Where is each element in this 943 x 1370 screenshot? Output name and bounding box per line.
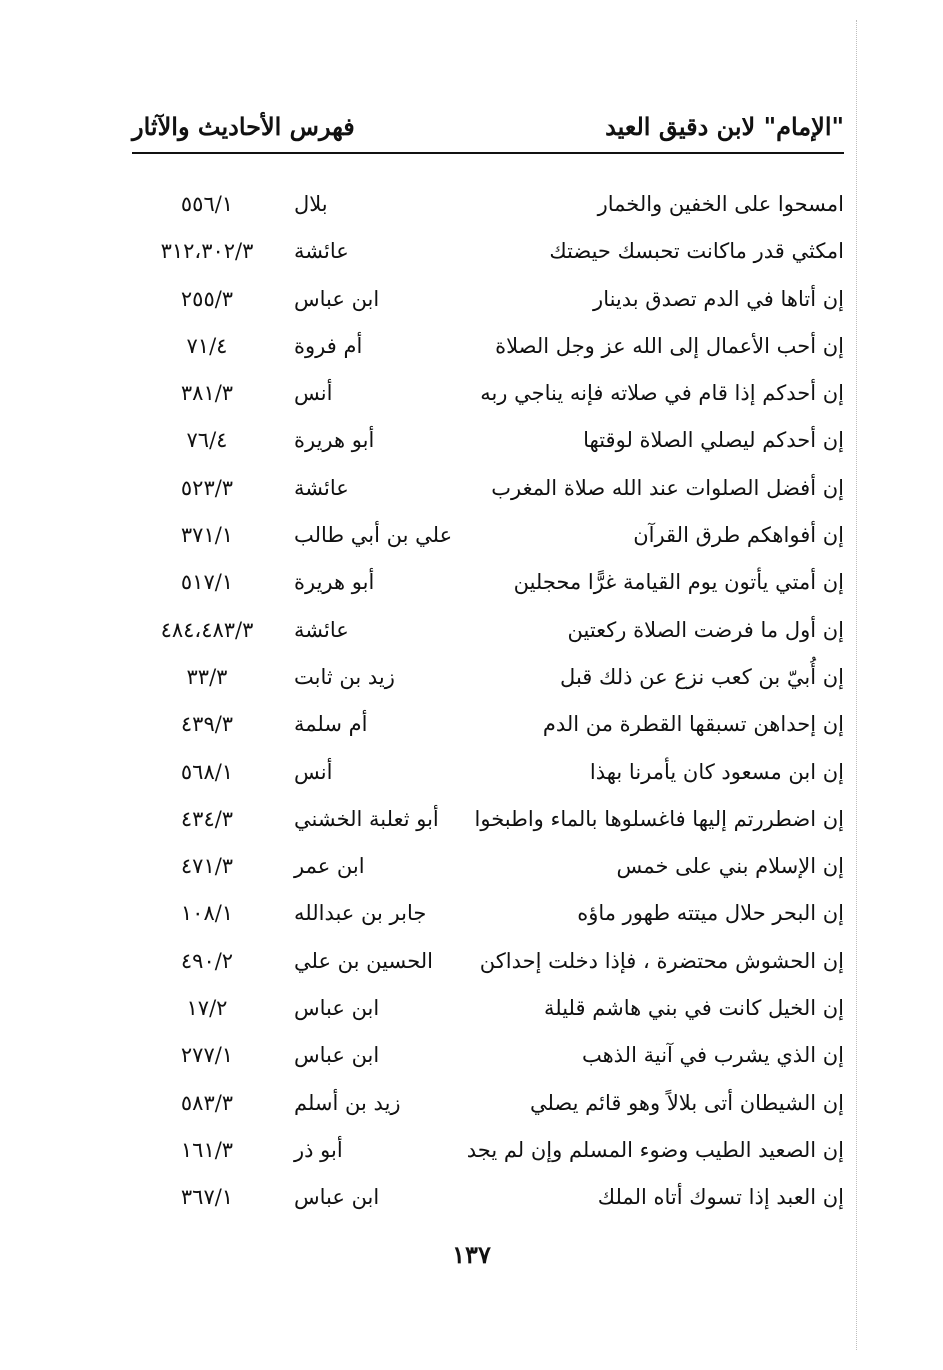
volume-page-ref: ٥١٧/١ — [180, 570, 234, 595]
volume-page-ref: ٥٦٨/١ — [180, 759, 234, 784]
book-title: "الإمام" لابن دقيق العيد — [605, 112, 844, 141]
narrator: الحسين بن علي — [294, 948, 434, 973]
narrator: عائشة — [294, 239, 349, 264]
narrator: أبو هريرة — [294, 428, 375, 453]
hadith-text: إن أحدكم ليصلي الصلاة لوقتها — [583, 428, 844, 453]
narrator: ابن عباس — [294, 286, 380, 311]
index-row — [132, 988, 844, 1035]
volume-page-ref: ٣٨١/٣ — [180, 381, 234, 406]
narrator: أم سلمة — [294, 712, 368, 737]
index-row — [132, 562, 844, 609]
index-row — [132, 1130, 844, 1177]
volume-page-ref: ٣٧١/١ — [180, 523, 234, 548]
hadith-text: إن إحداهن تسبقها القطرة من الدم — [542, 712, 844, 737]
narrator: أبو هريرة — [294, 570, 375, 595]
volume-page-ref: ١٧/٢ — [186, 996, 228, 1021]
index-row — [132, 893, 844, 940]
narrator: ابن عمر — [294, 854, 365, 879]
volume-page-ref: ٤٣٤/٣ — [180, 806, 234, 831]
hadith-text: إن البحر حلال ميتته طهور ماؤه — [577, 901, 844, 926]
hadith-text: إن الذي يشرب في آنية الذهب — [581, 1043, 844, 1068]
volume-page-ref: ٣١٢،٣٠٢/٣ — [160, 239, 254, 264]
narrator: علي بن أبي طالب — [294, 523, 453, 548]
hadith-index-list — [132, 184, 844, 1225]
index-row — [132, 279, 844, 326]
narrator: ابن عباس — [294, 996, 380, 1021]
hadith-text: إن الشيطان أتى بلالاً وهو قائم يصلي — [529, 1090, 844, 1115]
index-row — [132, 657, 844, 704]
index-row — [132, 752, 844, 799]
hadith-text: إن أفواهكم طرق القرآن — [633, 523, 844, 548]
narrator: ابن عباس — [294, 1043, 380, 1068]
index-row — [132, 373, 844, 420]
page-number: ١٣٧ — [452, 1240, 491, 1269]
hadith-text: إن أحدكم إذا قام في صلاته فإنه يناجي ربه — [480, 381, 844, 406]
volume-page-ref: ٣٣/٣ — [186, 664, 228, 689]
hadith-text: إن اضطررتم إليها فاغسلوها بالماء واطبخوا — [474, 806, 844, 831]
index-row — [132, 515, 844, 562]
narrator: أبو ثعلبة الخشني — [294, 806, 439, 831]
hadith-text: امكثي قدر ماكانت تحبسك حيضتك — [549, 239, 844, 264]
index-row — [132, 846, 844, 893]
narrator: أنس — [294, 381, 333, 406]
hadith-text: إن أتاها في الدم تصدق بدينار — [593, 286, 844, 311]
hadith-text: إن العبد إذا تسوك أتاه الملك — [597, 1185, 844, 1210]
volume-page-ref: ٧١/٤ — [186, 333, 228, 358]
index-row — [132, 941, 844, 988]
volume-page-ref: ٣٦٧/١ — [180, 1185, 234, 1210]
narrator: جابر بن عبدالله — [294, 901, 427, 926]
index-row — [132, 610, 844, 657]
volume-page-ref: ٥٨٣/٣ — [180, 1090, 234, 1115]
index-title: فهرس الأحاديث والآثار — [132, 112, 355, 141]
volume-page-ref: ٤٣٩/٣ — [180, 712, 234, 737]
narrator: زيد بن ثابت — [294, 664, 395, 689]
header-rule — [132, 152, 844, 154]
narrator: عائشة — [294, 617, 349, 642]
volume-page-ref: ٢٧٧/١ — [180, 1043, 234, 1068]
volume-page-ref: ٤٩٠/٢ — [180, 948, 234, 973]
narrator: بلال — [294, 192, 328, 216]
hadith-text: إن أمتي يأتون يوم القيامة غرًّا محجلين — [513, 570, 844, 595]
hadith-text: إن الإسلام بني على خمس — [616, 854, 844, 879]
hadith-text: إن أُبيّ بن كعب نزع عن ذلك قبل — [560, 664, 844, 689]
volume-page-ref: ٥٢٣/٣ — [180, 475, 234, 500]
index-row — [132, 799, 844, 846]
index-row — [132, 468, 844, 515]
hadith-text: إن الخيل كانت في بني هاشم قليلة — [543, 996, 844, 1021]
margin-dotted-line — [856, 20, 861, 1350]
index-row — [132, 704, 844, 751]
narrator: أنس — [294, 759, 333, 784]
hadith-text: امسحوا على الخفين والخمار — [597, 192, 844, 216]
hadith-text: إن أحب الأعمال إلى الله عز وجل الصلاة — [495, 333, 844, 358]
volume-page-ref: ٤٨٤،٤٨٣/٣ — [160, 617, 254, 642]
narrator: أم فروة — [294, 333, 363, 358]
narrator: ابن عباس — [294, 1185, 380, 1210]
index-row — [132, 420, 844, 467]
volume-page-ref: ١٦١/٣ — [180, 1137, 234, 1162]
volume-page-ref: ١٠٨/١ — [180, 901, 234, 926]
index-row — [132, 184, 844, 231]
hadith-text: إن أول ما فرضت الصلاة ركعتين — [567, 617, 844, 642]
narrator: أبو ذر — [294, 1137, 343, 1162]
index-row — [132, 231, 844, 278]
volume-page-ref: ٥٥٦/١ — [180, 192, 234, 216]
hadith-text: إن الصعيد الطيب وضوء المسلم وإن لم يجد — [466, 1137, 844, 1162]
index-row — [132, 1035, 844, 1082]
narrator: عائشة — [294, 475, 349, 500]
hadith-text: إن الحشوش محتضرة ، فإذا دخلت إحداكن — [479, 948, 844, 973]
volume-page-ref: ٤٧١/٣ — [180, 854, 234, 879]
index-row — [132, 1083, 844, 1130]
page-header — [132, 112, 844, 150]
volume-page-ref: ٧٦/٤ — [186, 428, 228, 453]
hadith-text: إن أفضل الصلوات عند الله صلاة المغرب — [491, 475, 844, 500]
index-row — [132, 326, 844, 373]
index-row — [132, 1177, 844, 1224]
narrator: زيد بن أسلم — [294, 1090, 401, 1115]
hadith-text: إن ابن مسعود كان يأمرنا بهذا — [589, 759, 844, 784]
volume-page-ref: ٢٥٥/٣ — [180, 286, 234, 311]
